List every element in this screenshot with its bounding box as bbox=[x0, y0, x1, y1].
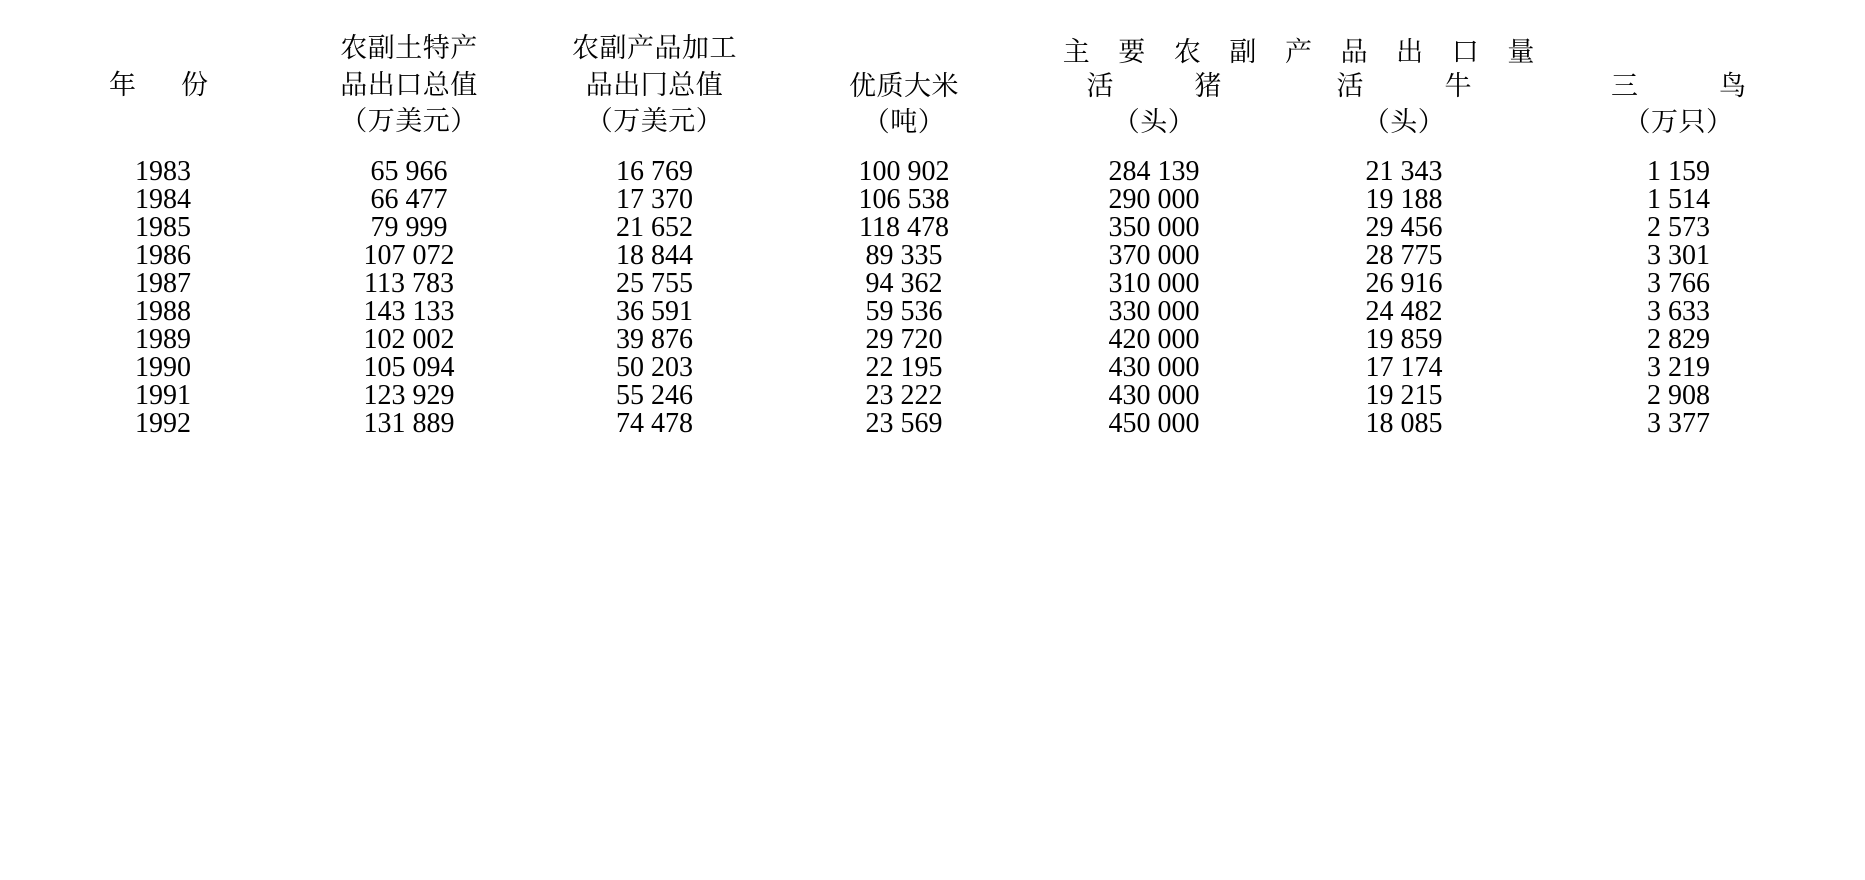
header-total-local-line2: 品出口总值 bbox=[340, 69, 478, 101]
cell-rice: 89 335 bbox=[865, 240, 943, 272]
cell-total-processed: 25 755 bbox=[616, 268, 693, 300]
cell-rice: 29 720 bbox=[865, 324, 943, 356]
table-bottom-rule-row bbox=[38, 438, 1828, 460]
cell-total-processed: 16 769 bbox=[616, 156, 693, 188]
rule-bottom-seg-c6 bbox=[1529, 438, 1828, 460]
header-pig-line2: （头） bbox=[1112, 107, 1196, 139]
header-total-processed-line3: （万美元） bbox=[585, 105, 724, 137]
cell-cattle: 21 343 bbox=[1365, 156, 1443, 188]
cell-year: 1987 bbox=[135, 268, 191, 300]
header-rice-line1: 优质大米 bbox=[849, 71, 959, 102]
cell-year: 1988 bbox=[135, 296, 191, 328]
header-poultry-line1: 三 鸟 bbox=[1611, 71, 1756, 102]
cell-pig: 420 000 bbox=[1108, 324, 1200, 356]
cell-cattle: 19 215 bbox=[1365, 380, 1443, 412]
cell-poultry: 3 377 bbox=[1647, 408, 1711, 440]
cell-total-processed: 55 246 bbox=[616, 380, 693, 412]
header-pig-line1: 活 猪 bbox=[1086, 71, 1231, 102]
cell-poultry: 2 829 bbox=[1647, 324, 1711, 356]
header-live-cattle bbox=[1279, 69, 1529, 141]
cell-year: 1989 bbox=[135, 324, 191, 356]
cell-year: 1992 bbox=[135, 408, 191, 440]
cell-poultry: 2 908 bbox=[1647, 380, 1711, 412]
header-total-processed-export-value bbox=[530, 30, 779, 141]
table-row bbox=[38, 354, 1828, 382]
cell-poultry: 3 219 bbox=[1647, 352, 1711, 384]
cell-year: 1990 bbox=[135, 352, 191, 384]
header-premium-rice bbox=[779, 69, 1029, 141]
statistics-table-container bbox=[38, 30, 1828, 460]
cell-rice: 22 195 bbox=[865, 352, 943, 384]
header-total-processed-line1: 农副产品加工 bbox=[572, 33, 737, 65]
table-row bbox=[38, 410, 1828, 438]
cell-poultry: 3 301 bbox=[1647, 240, 1711, 272]
cell-poultry: 1 514 bbox=[1647, 184, 1711, 216]
cell-cattle: 24 482 bbox=[1365, 296, 1443, 328]
cell-total-processed: 50 203 bbox=[616, 352, 693, 384]
cell-cattle: 28 775 bbox=[1365, 240, 1443, 272]
cell-total-local: 123 929 bbox=[363, 380, 455, 412]
cell-poultry: 2 573 bbox=[1647, 212, 1711, 244]
table-row bbox=[38, 186, 1828, 214]
table-row bbox=[38, 298, 1828, 326]
cell-total-processed: 17 370 bbox=[616, 184, 693, 216]
header-cattle-line1: 活 牛 bbox=[1336, 71, 1481, 102]
cell-cattle: 29 456 bbox=[1365, 212, 1443, 244]
cell-total-processed: 74 478 bbox=[616, 408, 693, 440]
cell-pig: 284 139 bbox=[1108, 156, 1200, 188]
cell-cattle: 19 859 bbox=[1365, 324, 1443, 356]
cell-year: 1986 bbox=[135, 240, 191, 272]
rule-bottom-seg-c3 bbox=[779, 438, 1029, 460]
table-row bbox=[38, 242, 1828, 270]
cell-poultry: 3 766 bbox=[1647, 268, 1711, 300]
cell-pig: 370 000 bbox=[1108, 240, 1200, 272]
cell-total-processed: 39 876 bbox=[616, 324, 693, 356]
cell-pig: 430 000 bbox=[1108, 380, 1200, 412]
table-header-row-group bbox=[38, 30, 1828, 69]
cell-total-processed: 18 844 bbox=[616, 240, 693, 272]
table-row bbox=[38, 214, 1828, 242]
cell-rice: 23 222 bbox=[865, 380, 943, 412]
statistics-table bbox=[38, 30, 1828, 460]
table-row bbox=[38, 158, 1828, 186]
cell-pig: 430 000 bbox=[1108, 352, 1200, 384]
cell-rice: 94 362 bbox=[865, 268, 943, 300]
cell-rice: 23 569 bbox=[865, 408, 943, 440]
cell-rice: 100 902 bbox=[858, 156, 950, 188]
cell-total-local: 102 002 bbox=[363, 324, 455, 356]
table-row bbox=[38, 270, 1828, 298]
cell-rice: 118 478 bbox=[859, 212, 949, 244]
header-total-local-export-value bbox=[288, 30, 530, 141]
rule-bottom-seg-c1 bbox=[288, 438, 530, 460]
header-rice-line2: （吨） bbox=[862, 107, 946, 139]
cell-pig: 450 000 bbox=[1108, 408, 1200, 440]
cell-cattle: 19 188 bbox=[1365, 184, 1443, 216]
rule-bottom-seg-c2 bbox=[530, 438, 779, 460]
cell-total-local: 65 966 bbox=[370, 156, 448, 188]
cell-pig: 350 000 bbox=[1108, 212, 1200, 244]
table-row bbox=[38, 382, 1828, 410]
cell-poultry: 1 159 bbox=[1647, 156, 1711, 188]
cell-rice: 59 536 bbox=[865, 296, 943, 328]
cell-cattle: 18 085 bbox=[1365, 408, 1443, 440]
cell-year: 1991 bbox=[135, 380, 191, 412]
cell-total-local: 107 072 bbox=[363, 240, 455, 272]
cell-total-local: 66 477 bbox=[370, 184, 448, 216]
header-group-main-export-volume: 主 要 农 副 产 品 出 口 量 bbox=[1062, 37, 1545, 68]
cell-total-local: 143 133 bbox=[363, 296, 455, 328]
rule-bottom-seg-year bbox=[38, 438, 288, 460]
rule-bottom-seg-c5 bbox=[1279, 438, 1529, 460]
header-total-local-line3: （万美元） bbox=[340, 105, 478, 137]
cell-total-local: 79 999 bbox=[370, 212, 448, 244]
cell-total-local: 105 094 bbox=[363, 352, 455, 384]
cell-total-local: 113 783 bbox=[364, 268, 454, 300]
header-total-processed-line2: 品出冂总值 bbox=[585, 69, 724, 101]
cell-total-local: 131 889 bbox=[363, 408, 455, 440]
header-live-pig bbox=[1029, 69, 1279, 141]
cell-pig: 310 000 bbox=[1108, 268, 1200, 300]
cell-cattle: 26 916 bbox=[1365, 268, 1443, 300]
rule-bottom-seg-c4 bbox=[1029, 438, 1279, 460]
cell-pig: 290 000 bbox=[1108, 184, 1200, 216]
table-row bbox=[38, 326, 1828, 354]
cell-poultry: 3 633 bbox=[1647, 296, 1711, 328]
cell-pig: 330 000 bbox=[1108, 296, 1200, 328]
header-year: 年 份 bbox=[109, 69, 217, 101]
cell-year: 1985 bbox=[135, 212, 191, 244]
cell-year: 1983 bbox=[135, 156, 191, 188]
cell-total-processed: 36 591 bbox=[616, 296, 693, 328]
header-poultry-line2: （万只） bbox=[1623, 107, 1734, 139]
cell-cattle: 17 174 bbox=[1365, 352, 1443, 384]
cell-total-processed: 21 652 bbox=[616, 212, 693, 244]
cell-year: 1984 bbox=[135, 184, 191, 216]
cell-rice: 106 538 bbox=[858, 184, 950, 216]
header-total-local-line1: 农副土特产 bbox=[340, 33, 478, 65]
header-cattle-line2: （头） bbox=[1362, 107, 1446, 139]
header-poultry bbox=[1529, 69, 1828, 141]
